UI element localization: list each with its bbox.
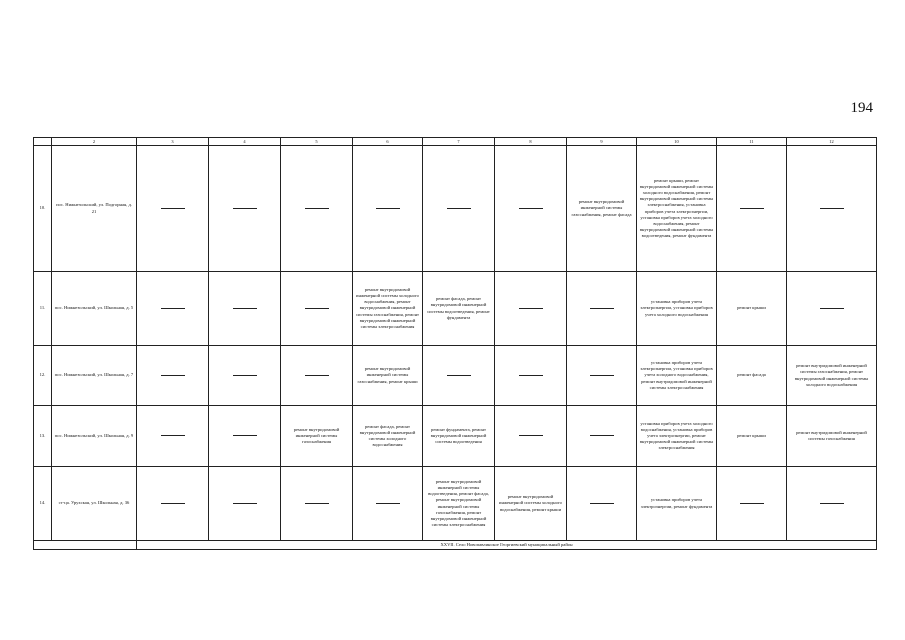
dash-mark	[590, 435, 614, 436]
empty-cell	[567, 406, 637, 467]
dash-mark	[161, 308, 185, 309]
empty-cell	[717, 467, 787, 541]
empty-cell	[787, 272, 877, 346]
empty-cell	[137, 346, 209, 406]
empty-cell	[137, 146, 209, 272]
work-cell: ремонт внутридомовой инженерной системы газоснабжения, ремонт крыши	[353, 346, 423, 406]
dash-mark	[590, 308, 614, 309]
work-cell: установка приборов учета электроэнергии, установка приборов учета холодного водоснабжения, ремонт внутридомовой инженерной системы электроснабжения	[637, 346, 717, 406]
work-cell: ремонт внутридомовой инженерной системы газоснабжения	[281, 406, 353, 467]
section-blank-cell	[34, 541, 137, 550]
header-cell: 12	[787, 138, 877, 146]
dash-mark	[376, 208, 400, 209]
empty-cell	[137, 406, 209, 467]
work-cell: ремонт фасада	[717, 346, 787, 406]
empty-cell	[717, 146, 787, 272]
row-number: 10.	[34, 146, 52, 272]
header-cell: 10	[637, 138, 717, 146]
table-row	[34, 406, 877, 467]
section-row	[34, 541, 877, 550]
empty-cell	[787, 146, 877, 272]
header-cell: 2	[52, 138, 137, 146]
dash-mark	[820, 208, 844, 209]
repair-schedule-table	[33, 137, 877, 550]
dash-mark	[305, 375, 329, 376]
work-cell: установка приборов учета электроэнергии, установка приборов учета холодного водоснабжения	[637, 272, 717, 346]
work-cell: ремонт фасада, ремонт внутридомовой инженерной системы водоотведения, ремонт фундамента	[423, 272, 495, 346]
dash-mark	[519, 208, 543, 209]
work-cell: ремонт внутридомовой инженерной системы холодного водоснабжения, ремонт внутридомовой инженерной системы газоснабжения, ремонт внутридомовой инженерной системы электроснабжения	[353, 272, 423, 346]
dash-mark	[590, 503, 614, 504]
work-cell: ремонт внутридомовой инженерной системы водоотведения, ремонт фасада, ремонт внутридомовой инженерной системы газоснабжения, ремонт внутридомовой инженерной системы электроснабжения	[423, 467, 495, 541]
work-cell: ремонт фасада, ремонт внутридомовой инженерной системы холодного водоснабжения	[353, 406, 423, 467]
address-cell: пос. Нижнезольский, ул. Школьная, д. 7	[52, 346, 137, 406]
empty-cell	[567, 467, 637, 541]
empty-cell	[209, 467, 281, 541]
header-cell: 4	[209, 138, 281, 146]
work-cell: установка приборов учета холодного водоснабжения, установка приборов учета электроэнергии, ремонт внутридомовой инженерной системы электроснабжения	[637, 406, 717, 467]
empty-cell	[567, 346, 637, 406]
header-cell: 9	[567, 138, 637, 146]
row-number: 12.	[34, 346, 52, 406]
dash-mark	[590, 375, 614, 376]
dash-mark	[233, 208, 257, 209]
table-row	[34, 146, 877, 272]
work-cell: ремонт крыши	[717, 272, 787, 346]
empty-cell	[209, 346, 281, 406]
dash-mark	[233, 503, 257, 504]
work-cell: ремонт внутридомовой инженерной системы холодного водоснабжения, ремонт крыши	[495, 467, 567, 541]
row-number: 14.	[34, 467, 52, 541]
header-cell: 5	[281, 138, 353, 146]
empty-cell	[495, 146, 567, 272]
work-cell: ремонт внутридомовой инженерной системы газоснабжения, ремонт внутридомовой инженерной системы холодного водоснабжения	[787, 346, 877, 406]
work-cell: ремонт внутридомовой инженерной системы газоснабжения	[787, 406, 877, 467]
empty-cell	[495, 272, 567, 346]
empty-cell	[353, 146, 423, 272]
address-cell: пос. Нижнезольский, ул. Школьная, д. 9	[52, 406, 137, 467]
dash-mark	[161, 503, 185, 504]
work-cell: ремонт крыши	[717, 406, 787, 467]
page-number: 194	[850, 100, 873, 116]
empty-cell	[567, 272, 637, 346]
empty-cell	[209, 272, 281, 346]
empty-cell	[281, 272, 353, 346]
address-cell: ст-ца. Урухская, ул. Школьная, д. 36	[52, 467, 137, 541]
dash-mark	[820, 503, 844, 504]
dash-mark	[447, 375, 471, 376]
dash-mark	[740, 503, 764, 504]
dash-mark	[233, 375, 257, 376]
dash-mark	[233, 308, 257, 309]
empty-cell	[137, 272, 209, 346]
dash-mark	[161, 208, 185, 209]
header-cell: 6	[353, 138, 423, 146]
address-cell: пос. Нижнезольский, ул. Школьная, д. 5	[52, 272, 137, 346]
dash-mark	[305, 208, 329, 209]
header-cell: 7	[423, 138, 495, 146]
dash-mark	[305, 503, 329, 504]
dash-mark	[519, 435, 543, 436]
work-cell: ремонт фундамента, ремонт внутридомовой инженерной системы водоотведения	[423, 406, 495, 467]
dash-mark	[161, 435, 185, 436]
empty-cell	[281, 467, 353, 541]
empty-cell	[353, 467, 423, 541]
header-cell: 8	[495, 138, 567, 146]
empty-cell	[209, 146, 281, 272]
table-row	[34, 346, 877, 406]
empty-cell	[423, 146, 495, 272]
header-cell: 11	[717, 138, 787, 146]
dash-mark	[820, 308, 844, 309]
header-cell: 3	[137, 138, 209, 146]
dash-mark	[740, 208, 764, 209]
dash-mark	[233, 435, 257, 436]
dash-mark	[161, 375, 185, 376]
dash-mark	[376, 503, 400, 504]
work-cell: установка приборов учета электроэнергии, ремонт фундамента	[637, 467, 717, 541]
section-heading: XXVII. Село Новопавлинское Георгиевский муниципальный район	[137, 541, 877, 550]
empty-cell	[423, 346, 495, 406]
dash-mark	[305, 308, 329, 309]
empty-cell	[495, 346, 567, 406]
work-cell: ремонт крыши, ремонт внутридомовой инженерной системы холодного водоснабжения, ремонт внутридомовой инженерной системы электроснабжения, установка приборов учета электроэнергии, установка приборов учета холодного водоснабжения, ремонт внутридомовой инженерной системы водоотведения, ремонт фундамента	[637, 146, 717, 272]
header-cell	[34, 138, 52, 146]
dash-mark	[447, 208, 471, 209]
empty-cell	[495, 406, 567, 467]
empty-cell	[137, 467, 209, 541]
empty-cell	[281, 346, 353, 406]
dash-mark	[519, 375, 543, 376]
empty-cell	[209, 406, 281, 467]
address-cell: пос. Нижнезольский, ул. Подгорная, д. 21	[52, 146, 137, 272]
empty-cell	[787, 467, 877, 541]
work-cell: ремонт внутридомовой инженерной системы газоснабжения, ремонт фасада	[567, 146, 637, 272]
empty-cell	[281, 146, 353, 272]
row-number: 13.	[34, 406, 52, 467]
table-row	[34, 272, 877, 346]
dash-mark	[519, 308, 543, 309]
header-row	[34, 138, 877, 146]
row-number: 11.	[34, 272, 52, 346]
table-row	[34, 467, 877, 541]
